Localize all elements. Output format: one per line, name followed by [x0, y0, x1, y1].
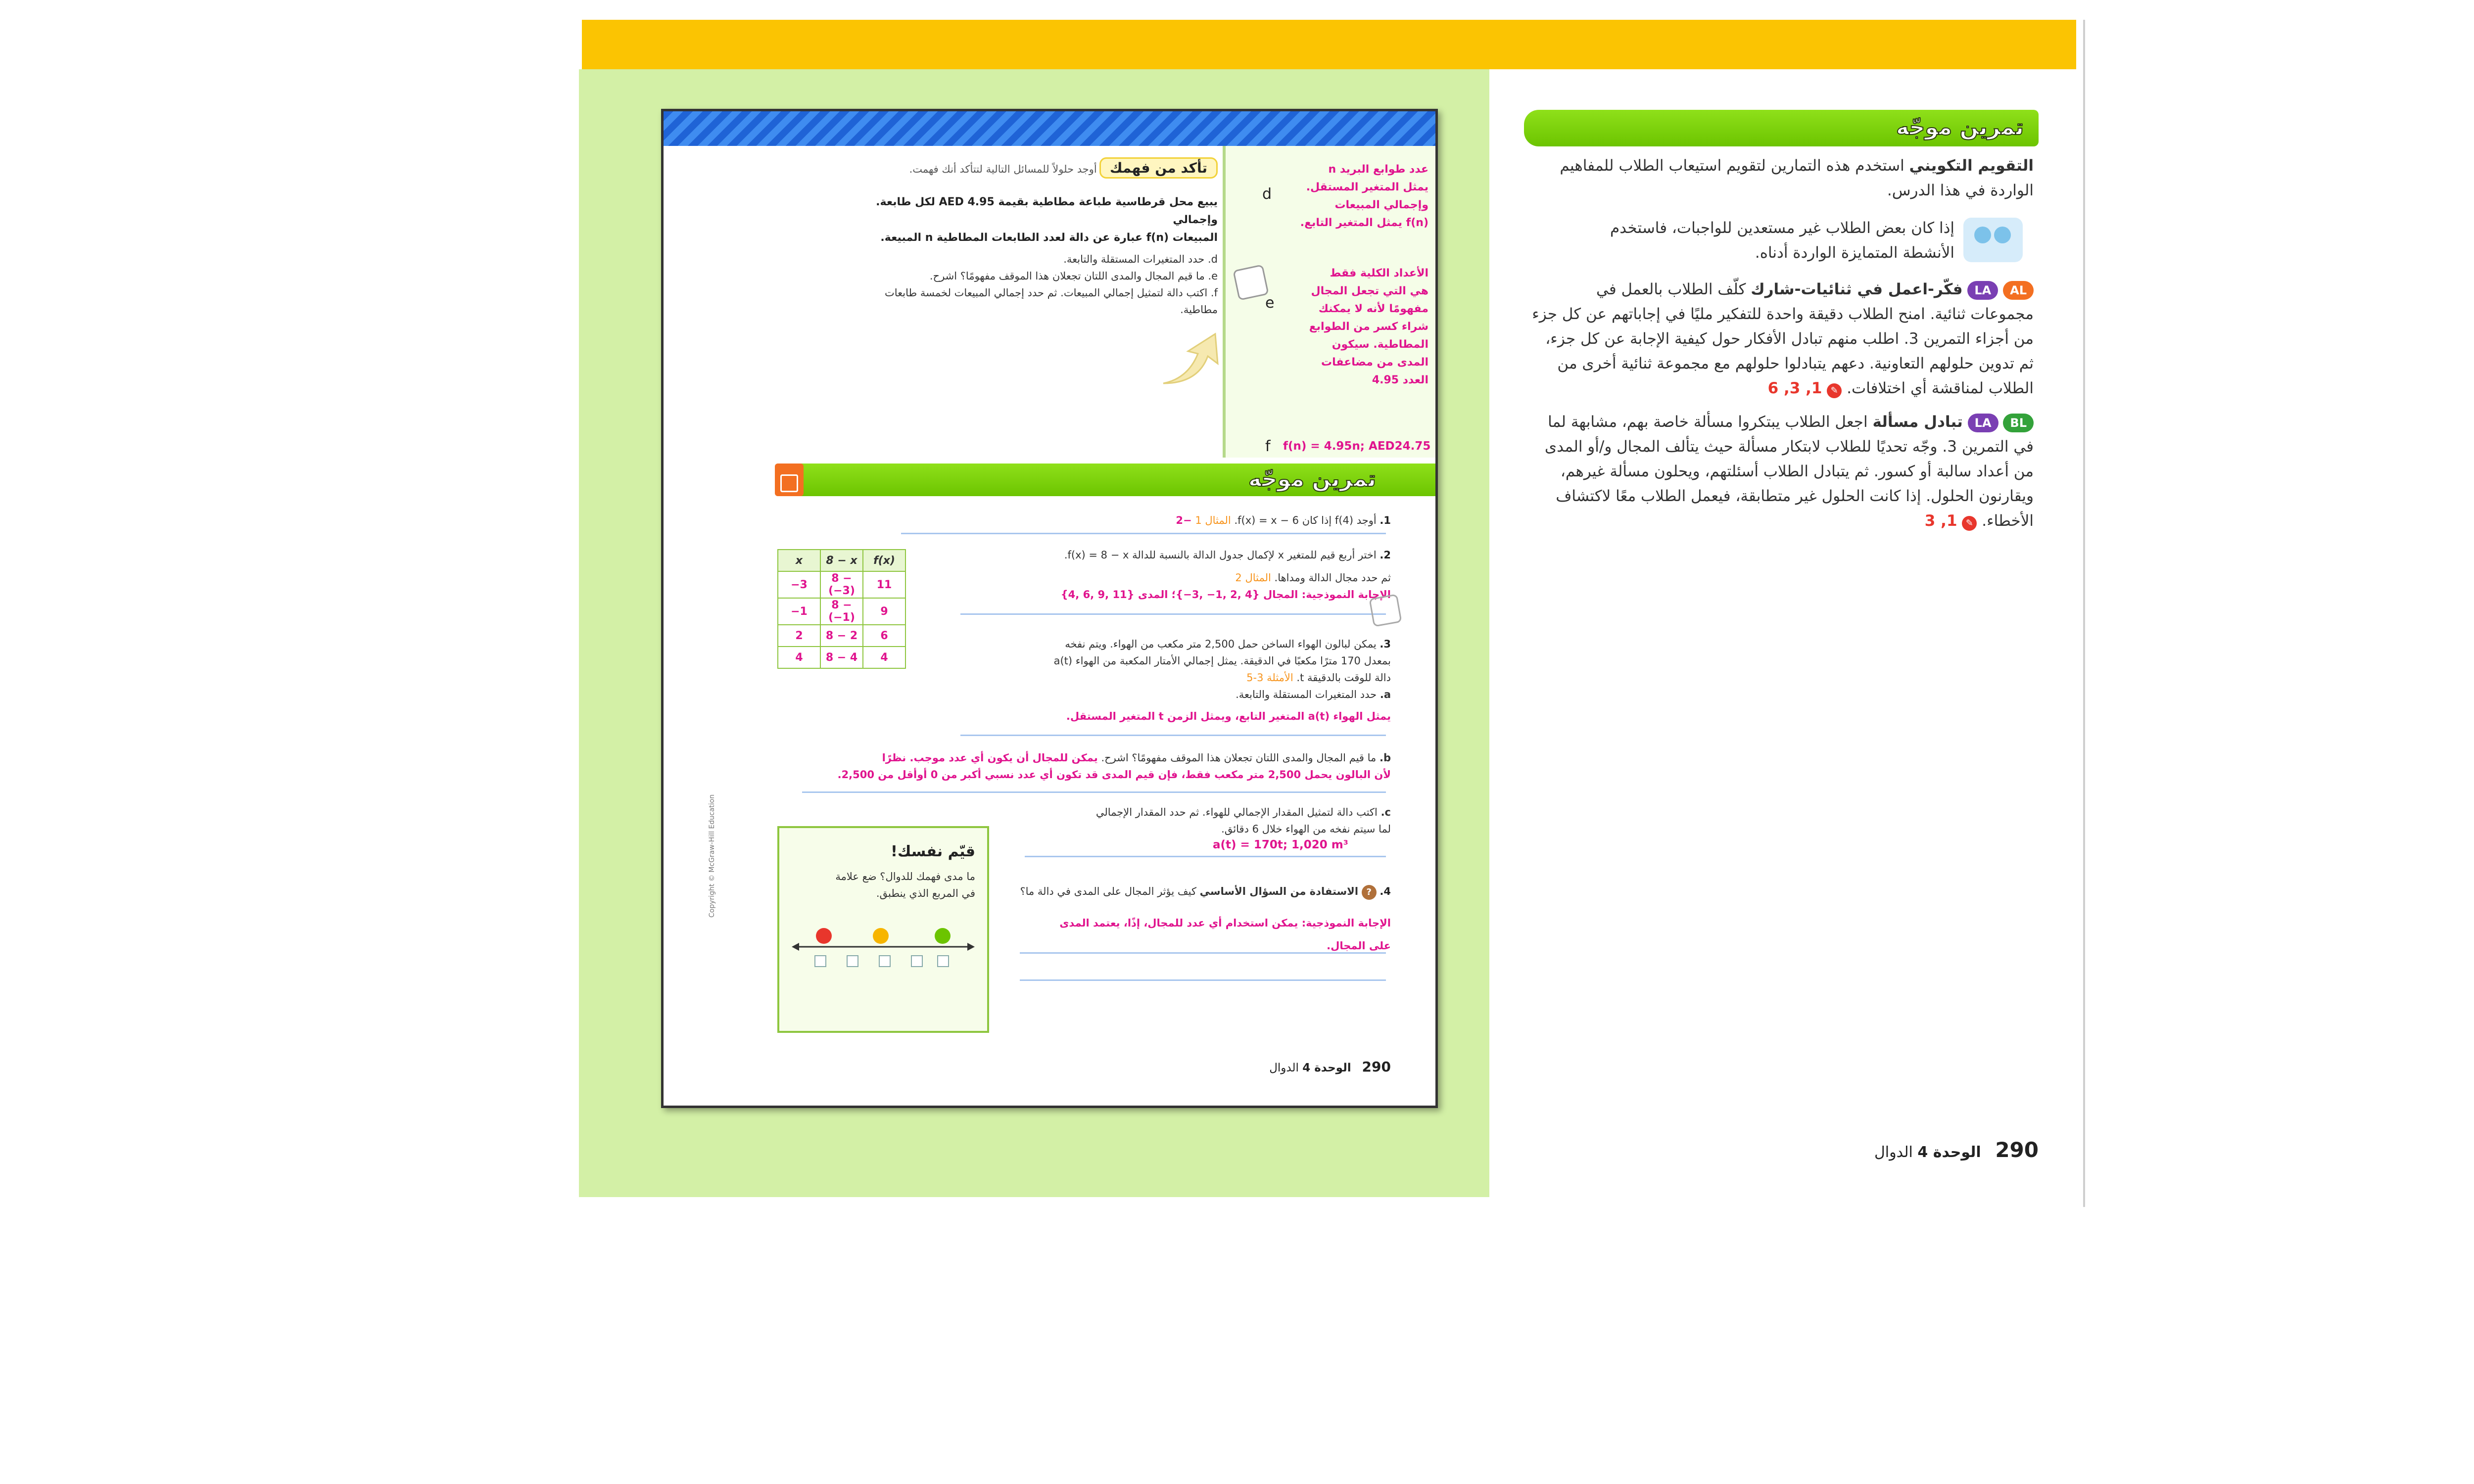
answer-line: شراء كسر من الطوابع — [1309, 321, 1428, 333]
question-answer: يمكن للمجال أن يكون أي عدد موجب. نظرًا — [882, 752, 1098, 764]
table-header: x — [778, 550, 820, 571]
item-text: اكتب دالة لتمثيل إجمالي المبيعات. ثم حدد إجمالي المبيعات لخمسة طابعات مطاطية. — [884, 287, 1218, 316]
essential-question-icon: ? — [1362, 885, 1377, 900]
right-practice-bar — [1524, 110, 2039, 146]
rating-scale[interactable] — [789, 922, 977, 976]
practice-tab-icon — [775, 464, 804, 496]
question-number: 1. — [1380, 514, 1391, 526]
answer-line — [1025, 856, 1386, 857]
practice-bar — [775, 464, 1435, 496]
item-text: اكتب دالة لتمثيل المقدار الإجمالي للهواء. ثم حدد المقدار الإجمالي — [1095, 806, 1378, 818]
answer-e-label: e — [1265, 294, 1275, 312]
answer-notebook — [1223, 146, 1438, 458]
question-text: بمعدل 170 مترًا مكعبًا في الدقيقة. يمثل إجمالي الأمتار المكعبة من الهواء (a(t — [1053, 655, 1391, 667]
answer-line: عدد طوابع البريد n — [1328, 163, 1428, 176]
self-check-text: ما مدى فهمك للدوال؟ ضع علامة — [835, 871, 975, 882]
question-answer: على المجال. — [1327, 940, 1391, 952]
answer-d — [1270, 161, 1428, 232]
readiness-paragraph — [1564, 216, 1954, 265]
table-cell: 6 — [863, 625, 905, 647]
answer-d-label: d — [1262, 186, 1272, 203]
table-cell: 8 − (−3) — [820, 571, 863, 598]
item-label: e. — [1208, 270, 1218, 282]
question-answer: الإجابة النموذجية: المجال {4 ,2 ,1− ,3−}؛ المدى {11 ,9 ,6 ,4} — [1060, 589, 1391, 601]
table-cell: 8 − 4 — [820, 647, 863, 668]
question-1 — [896, 512, 1391, 529]
paragraph-heading: تبادل مسألة — [1872, 413, 1963, 431]
unit-label: الوحدة 4 — [1917, 1144, 1981, 1161]
question-subtext: ثم حدد مجال الدالة ومداها. — [1274, 572, 1391, 584]
table-row — [778, 647, 905, 668]
question-text: أوجد (f(4 إذا كان f(x) = x − 6. — [1234, 514, 1377, 526]
answer-f: f(n) = 4.95n; AED24.75 — [1283, 440, 1431, 453]
question-title: الاستفادة من السؤال الأساسي — [1199, 885, 1359, 897]
page-number: 290 — [1995, 1138, 2039, 1162]
paragraph-text: استخدم هذه التمارين لتقويم استيعاب الطلاب للمفاهيم الواردة في هذا الدرس. — [1560, 157, 2034, 199]
question-number: 4. — [1380, 885, 1391, 897]
arrow-icon — [1158, 329, 1223, 388]
right-practice-title: تمرين موجّه — [1896, 115, 2024, 140]
question-3b — [807, 749, 1391, 783]
sad-face-icon — [816, 928, 832, 944]
question-number: 2. — [1380, 549, 1391, 561]
page-footer — [1831, 1138, 2039, 1162]
paragraph-heading: فكّر-اعمل في ثنائيات-شارك — [1751, 280, 1963, 298]
topic-label: الدوال — [1269, 1062, 1299, 1074]
level-badge: LA — [1968, 414, 1998, 432]
checkbox — [847, 956, 858, 967]
table-cell: 9 — [863, 598, 905, 625]
answer-line — [960, 613, 1386, 615]
table-row — [778, 598, 905, 625]
answer-line: المدى من مضاعفات — [1321, 356, 1428, 369]
answer-line: وإجمالي المبيعات — [1334, 199, 1428, 211]
formative-paragraph — [1529, 153, 2034, 203]
self-check-box — [777, 826, 989, 1033]
table-header: f(x) — [863, 550, 905, 571]
answer-line: يمثل المتغير المستقل. — [1306, 181, 1428, 193]
question-text: اختر أربع قيم للمتغير x لإكمال جدول الدالة بالنسبة للدالة f(x) = 8 − x. — [1064, 549, 1377, 561]
checkbox — [815, 956, 826, 967]
answer-line — [960, 735, 1386, 736]
answer-line — [1020, 979, 1386, 981]
think-pair-share-paragraph — [1529, 277, 2034, 401]
paragraph-text: اجعل الطلاب يبتكروا مسألة خاصة بهم، مشابهة لما في التمرين 3. وجّه تحديًا للطلاب لابتكار مسألة حيث يتألف المجال و/أو المدى من أعداد سالبة أو كسور. ثم يتبادل الطلاب أسئلتهم، ويحلون مسألة غيرهم، ويقارنون الحلول. إذا كانت الحلول غير متطابقة، فيعمل الطلاب معًا لاكتشاف الأخطاء. — [1544, 413, 2034, 530]
copyright-vertical: Copyright © McGraw-Hill Education — [708, 794, 716, 918]
level-badge: AL — [2003, 281, 2034, 300]
practice-title: تمرين موجّه — [1248, 466, 1376, 492]
item-label: d. — [1207, 253, 1218, 265]
card-footer — [1269, 1059, 1391, 1075]
example-ref: الأمثلة 3-5 — [1246, 672, 1293, 684]
paragraph-text: إذا كان بعض الطلاب غير مستعدين للواجبات، فاستخدم — [1610, 219, 1954, 237]
item-text: لما سيتم نفخه من الهواء خلال 6 دقائق. — [1221, 823, 1391, 835]
answer-line — [1020, 952, 1386, 954]
students-icon — [1963, 218, 2023, 262]
check-section — [856, 156, 1218, 318]
table-cell: 8 − (−1) — [820, 598, 863, 625]
answer-line: هي التي تجعل المجال — [1311, 285, 1428, 297]
check-instruction: أوجد حلولاً للمسائل التالية لتتأكد أنك فهمت. — [909, 163, 1097, 175]
table-cell: 4 — [863, 647, 905, 668]
table-header: 8 − x — [820, 550, 863, 571]
item-text: حدد المتغيرات المستقلة والتابعة. — [1063, 253, 1205, 265]
exercise-refs: 1, 3, 6 — [1767, 379, 1822, 397]
student-page-card — [661, 109, 1438, 1108]
answer-line: الأعداد الكلية فقط — [1330, 267, 1428, 279]
self-check-text: في المربع الذي ينطبق. — [876, 887, 975, 899]
unit-label: الوحدة 4 — [1302, 1062, 1351, 1074]
answer-line: مفهومًا لأنه لا يمكنك — [1318, 303, 1428, 315]
table-cell: 4 — [778, 647, 820, 668]
question-number: 3. — [1380, 638, 1391, 650]
neutral-face-icon — [873, 928, 889, 944]
item-text: حدد المتغيرات المستقلة والتابعة. — [1236, 689, 1377, 700]
topic-label: الدوال — [1874, 1144, 1913, 1161]
question-answer: a(t) = 170t; 1,020 m³ — [1213, 838, 1348, 851]
table-cell: −1 — [778, 598, 820, 625]
level-badge: BL — [2003, 414, 2034, 432]
top-banner — [582, 20, 2076, 69]
paragraph-heading: التقويم التكويني — [1909, 157, 2034, 175]
question-text: كيف يؤثر المجال على المدى في دالة ما؟ — [1020, 885, 1196, 897]
answer-line — [802, 791, 1386, 793]
example-ref: المثال 2 — [1235, 572, 1271, 584]
level-badge: LA — [1967, 281, 1998, 300]
answer-f-label: f — [1265, 438, 1271, 455]
question-3 — [965, 636, 1391, 725]
table-cell: 2 — [778, 625, 820, 647]
question-answer: يمثل الهواء (a(t المتغير التابع، ويمثل الزمن t المتغير المستقل. — [1066, 710, 1391, 722]
paragraph-text: كلّف الطلاب بالعمل في مجموعات ثنائية. امنح الطلاب دقيقة واحدة للتفكير مليًا في إجاباتهم عن كل جزء من أجزاء التمرين 3. اطلب منهم تبادل الأفكار حول كيفية الإجابة عن كل جزء، ثم تدوين حلولهم التعاونية. دعهم يتبادلوا حلولهم مع مجموعة ثنائية أخرى من الطلاب لمناقشة أي اختلافات. — [1532, 280, 2034, 397]
answer-line: (f(n يمثل المتغير التابع. — [1300, 217, 1428, 229]
answer-line: المطاطية. سيكون — [1332, 338, 1428, 351]
example-ref: المثال 1 — [1195, 514, 1231, 526]
item-text: ما قيم المجال والمدى اللتان تجعلان هذا الموقف مفهومًا؟ اشرح. — [1101, 752, 1377, 764]
question-3c — [965, 804, 1391, 837]
question-text: يمكن لبالون الهواء الساخن حمل 2,500 متر مكعب من الهواء. ويتم نفخه — [1065, 638, 1377, 650]
table-cell: 8 − 2 — [820, 625, 863, 647]
checkbox — [938, 956, 949, 967]
header-stripe — [664, 111, 1435, 146]
table-row — [778, 625, 905, 647]
answer-e — [1280, 265, 1428, 389]
question-text: دالة للوقت بالدقيقة t. — [1296, 672, 1391, 684]
question-answer: لأن البالون يحمل 2,500 متر مكعب فقط، فإن قيم المدى قد تكون أي عدد نسبي أكبر من 0 أوأقل من 2,500. — [837, 769, 1391, 781]
table-cell: 11 — [863, 571, 905, 598]
page-number: 290 — [1362, 1059, 1391, 1075]
question-answer: الإجابة النموذجية: يمكن استخدام أي عدد للمجال، إذًا، يعتمد المدى — [1059, 917, 1391, 929]
check-problem: يبيع محل قرطاسية طباعة مطاطية بقيمة AED 4.95 لكل طابعة. وإجمالي — [876, 196, 1218, 226]
item-text: ما قيم المجال والمدى اللتان تجعلان هذا الموقف مفهومًا؟ اشرح. — [929, 270, 1205, 282]
item-label: c. — [1380, 806, 1391, 818]
self-check-title: قيّم نفسك! — [891, 843, 975, 860]
exchange-problem-paragraph — [1529, 410, 2034, 533]
table-cell: −3 — [778, 571, 820, 598]
answer-line — [901, 533, 1386, 534]
item-label: a. — [1380, 689, 1391, 700]
checkbox — [911, 956, 922, 967]
item-label: b. — [1379, 752, 1391, 764]
check-problem: المبيعات (f(n عبارة عن دالة لعدد الطابعات المطاطية n المبيعة. — [880, 232, 1218, 244]
table-row — [778, 571, 905, 598]
question-4 — [975, 883, 1391, 954]
answer-line: العدد 4.95 — [1372, 374, 1428, 386]
notebook-icon — [1233, 264, 1269, 301]
exercise-ref-icon: ✎ — [1962, 516, 1977, 531]
item-label: f. — [1210, 287, 1218, 299]
paragraph-text: الأنشطة المتمايزة الواردة أدناه. — [1755, 244, 1954, 262]
happy-face-icon — [935, 928, 951, 944]
question-2 — [965, 547, 1391, 603]
question-answer: −2 — [1176, 514, 1192, 526]
exercise-refs: 1, 3 — [1924, 512, 1957, 530]
exercise-ref-icon: ✎ — [1827, 383, 1842, 398]
notebook-icon — [1369, 594, 1402, 627]
check-title: تأكد من فهمك — [1099, 157, 1218, 179]
checkbox — [879, 956, 890, 967]
function-table — [777, 549, 906, 669]
